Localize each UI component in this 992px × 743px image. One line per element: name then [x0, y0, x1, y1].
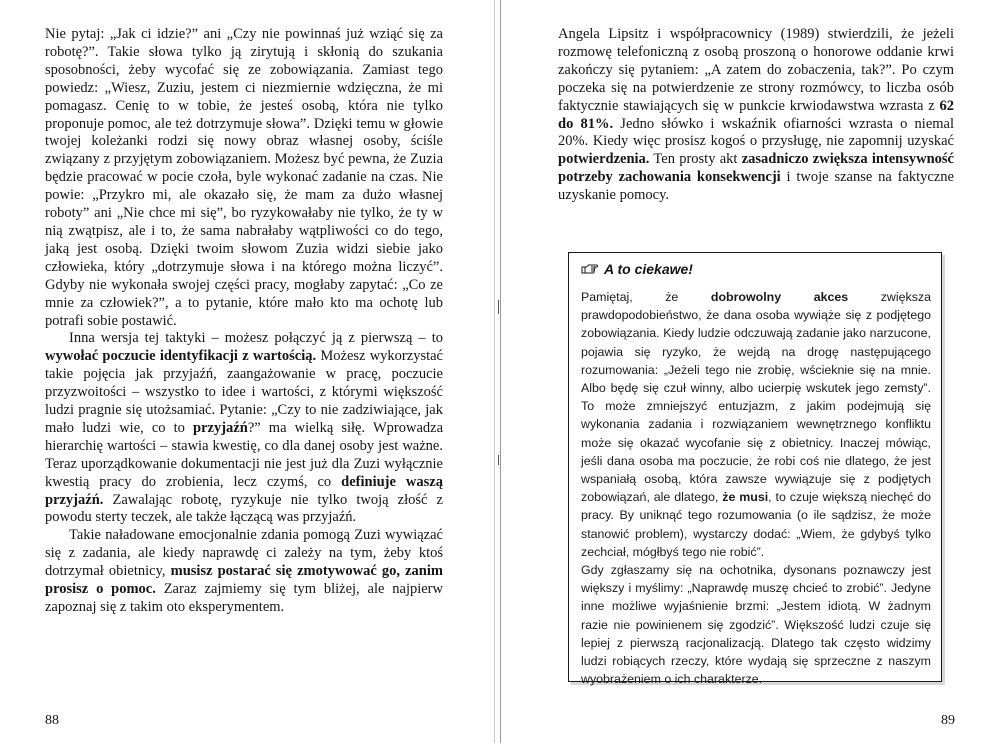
text-run: Jedno słówko i wskaźnik ofiarności wzrasta o niemal 20%. Kiedy więc prosisz kogoś o przysługę, nie zapomnij uzyskać	[558, 115, 954, 150]
text-run: Możesz wykorzystać takie pojęcia jak przyjaźń, zaangażowanie w pracę, poczucie przyzwoitości – wszystko to idee i wartości, z którymi większość ludzi pragnie się utożsamiać. Pytanie: „Czy to nie zadziwiające, jak mało ludzi wie, co to	[45, 348, 443, 436]
text-run: zwiększa prawdopodobieństwo, że dana osoba wywiąże się z podjętego zobowiązania. Kiedy ludzie odczuwają zadanie jako narzucone, pojawia się ryzyko, że wejdą na drogę następującego rozumowania: „Jeżeli tego nie zrobię, wścieknie się na mnie. Albo będę się czuł winny, albo ucierpię wskutek jego zemsty”. To może zmniejszyć entuzjazm, z jakim podejmują się wykonania zadania i rozwiązaniem wewnętrznego konfliktu może się okazać wycofanie się z obietnicy. Inaczej mówiąc, jeśli dana osoba ma poczucie, że robi coś nie dlatego, że jest wspaniałą osobą, która zawsze wywiązuje się z podjętych zobowiązań, ale dlatego,	[581, 290, 931, 505]
box-text	[581, 288, 931, 688]
text-run: i twoje szanse na faktyczne uzyskanie pomocy.	[558, 169, 954, 204]
box-header	[581, 261, 693, 277]
paragraph	[581, 288, 931, 561]
bold-text: wywołać poczucie identyfikacji z wartością.	[45, 348, 317, 365]
left-page-number: 88	[45, 713, 59, 728]
right-page-number: 89	[941, 713, 955, 728]
did-you-know-box	[568, 252, 942, 687]
text-run: Inna wersja tej taktyki – możesz połączyć ją z pierwszą – to	[69, 330, 443, 347]
paragraph	[558, 26, 954, 205]
text-run: Gdy zgłaszamy się na ochotnika, dysonans poznawczy jest większy i myślimy: „Naprawdę muszę chcieć to zrobić”. Jedyne inne możliwe wyjaśnienie brzmi: „Jestem idiotą. W żadnym razie nie powinienem się zgodzić”. Większość ludzi czuje się lepiej z pierwszą racjonalizacją. Dlatego tak często widzimy ludzi robiących rzeczy, które wydają się sprzeczne z naszym wyobrażeniem o ich charakterze.	[581, 563, 931, 687]
text-run: Zawalając robotę, ryzykuje nie tylko twoją złość z powodu sterty teczek, ale także łączącą was przyjaźń.	[45, 491, 443, 526]
text-run: Pamiętaj, że	[581, 290, 711, 304]
right-page-text	[558, 26, 954, 205]
pointing-hand-icon	[581, 263, 598, 275]
text-run: Nie pytaj: „Jak ci idzie?” ani „Czy nie powinnaś już wziąć się za robotę?”. Takie słowa tylko ją zirytują i skłonią do szukania sposobności, żeby wycofać się ze zobowiązania. Zamiast tego powiedz: „Wiesz, Zuziu, jestem ci niezmiernie wdzięczna, że mi pomagasz. Cenię to w tobie, że jesteś osobą, która nie tylko proponuje pomoc, ale też dotrzymuje słowa”. Dzięki temu w głowie twojej koleżanki rodzi się nowy obraz własnej osoby, ściśle związany z przyjętym zobowiązaniem. Możesz być pewna, że Zuzia będzie pracować w pocie czoła, byle wykonać zadanie na czas. Nie powie: „Przykro mi, ale okazało się, że mam za dużo własnej roboty” ani „Nie chce mi się”, bo ryzykowałaby nie tylko, że ty w nią zwątpisz, ale i to, że sama nabrałaby wątpliwości co do tego, jaką jest osobą. Dzięki twoim słowom Zuzia widzi siebie jako człowieka, który „dotrzymuje słowa i na którego można liczyć”. Gdyby nie wykonała swojej części pracy, mogłaby zapytać: „Co ze mnie za człowiek?”, a to pytanie, które mało kto ma ochotę lub potrafi sobie postawić.	[45, 26, 443, 329]
right-page	[496, 0, 992, 743]
text-run: Angela Lipsitz i współpracownicy (1989) stwierdzili, że jeżeli rozmowę telefoniczną z osobą proszoną o honorowe oddanie krwi zakończy się pytaniem: „A zatem do zobaczenia, tak?”. Po czym poczeka się na potwierdzenie ze strony rozmówcy, to liczba osób faktycznie stawiających się w punkcie krwiodawstwa wzrasta z	[558, 26, 954, 114]
bold-text: definiuje waszą przyjaźń.	[45, 473, 443, 508]
paragraph	[45, 330, 443, 527]
book-gutter-left	[494, 0, 495, 743]
box-title: A to ciekawe!	[604, 261, 693, 277]
text-run: Zaraz zajmiemy się tym bliżej, ale najpierw zapoznaj się z takim oto eksperymentem.	[45, 581, 443, 615]
paragraph	[45, 527, 443, 617]
text-run: Ten prosty akt	[649, 151, 742, 168]
paragraph	[581, 561, 931, 688]
bold-text: zasadniczo zwiększa intensywność potrzeby zachowania konsekwencji	[558, 151, 954, 186]
bold-text: przyjaźń	[193, 419, 248, 436]
bold-text: potwierdzenia.	[558, 151, 650, 168]
bold-text: dobrowolny akces	[710, 290, 849, 304]
bold-text: że musi	[722, 490, 769, 505]
bold-text: musisz postarać się zmotywować go, zanim prosisz o pomoc.	[45, 563, 443, 598]
bold-text: 62 do 81%.	[558, 97, 954, 132]
text-run: ?” ma wielką siłę. Wprowadza hierarchię wartości – stawia kwestię, co dla danej osoby jest ważne. Teraz uporządkowanie dokumentacji nie jest już dla Zuzi wyłącznie kwestią pracy do zrobienia, lecz czymś, co	[45, 419, 444, 490]
text-run: , to czuje większą niechęć do pracy. By uniknąć tego rozumowania (o ile sądzisz, że może stanowić problem), wystarczy dodać: „Wiem, że gdybyś tylko zechciał, mógłbyś tego nie robić”.	[581, 490, 931, 559]
paragraph	[45, 26, 443, 330]
left-page-text	[45, 26, 443, 617]
text-run: Takie naładowane emocjonalnie zdania pomogą Zuzi wywiązać się z zadania, ale kiedy naprawdę ci zależy na tym, żeby ktoś dotrzymał obietnicy,	[45, 527, 443, 580]
